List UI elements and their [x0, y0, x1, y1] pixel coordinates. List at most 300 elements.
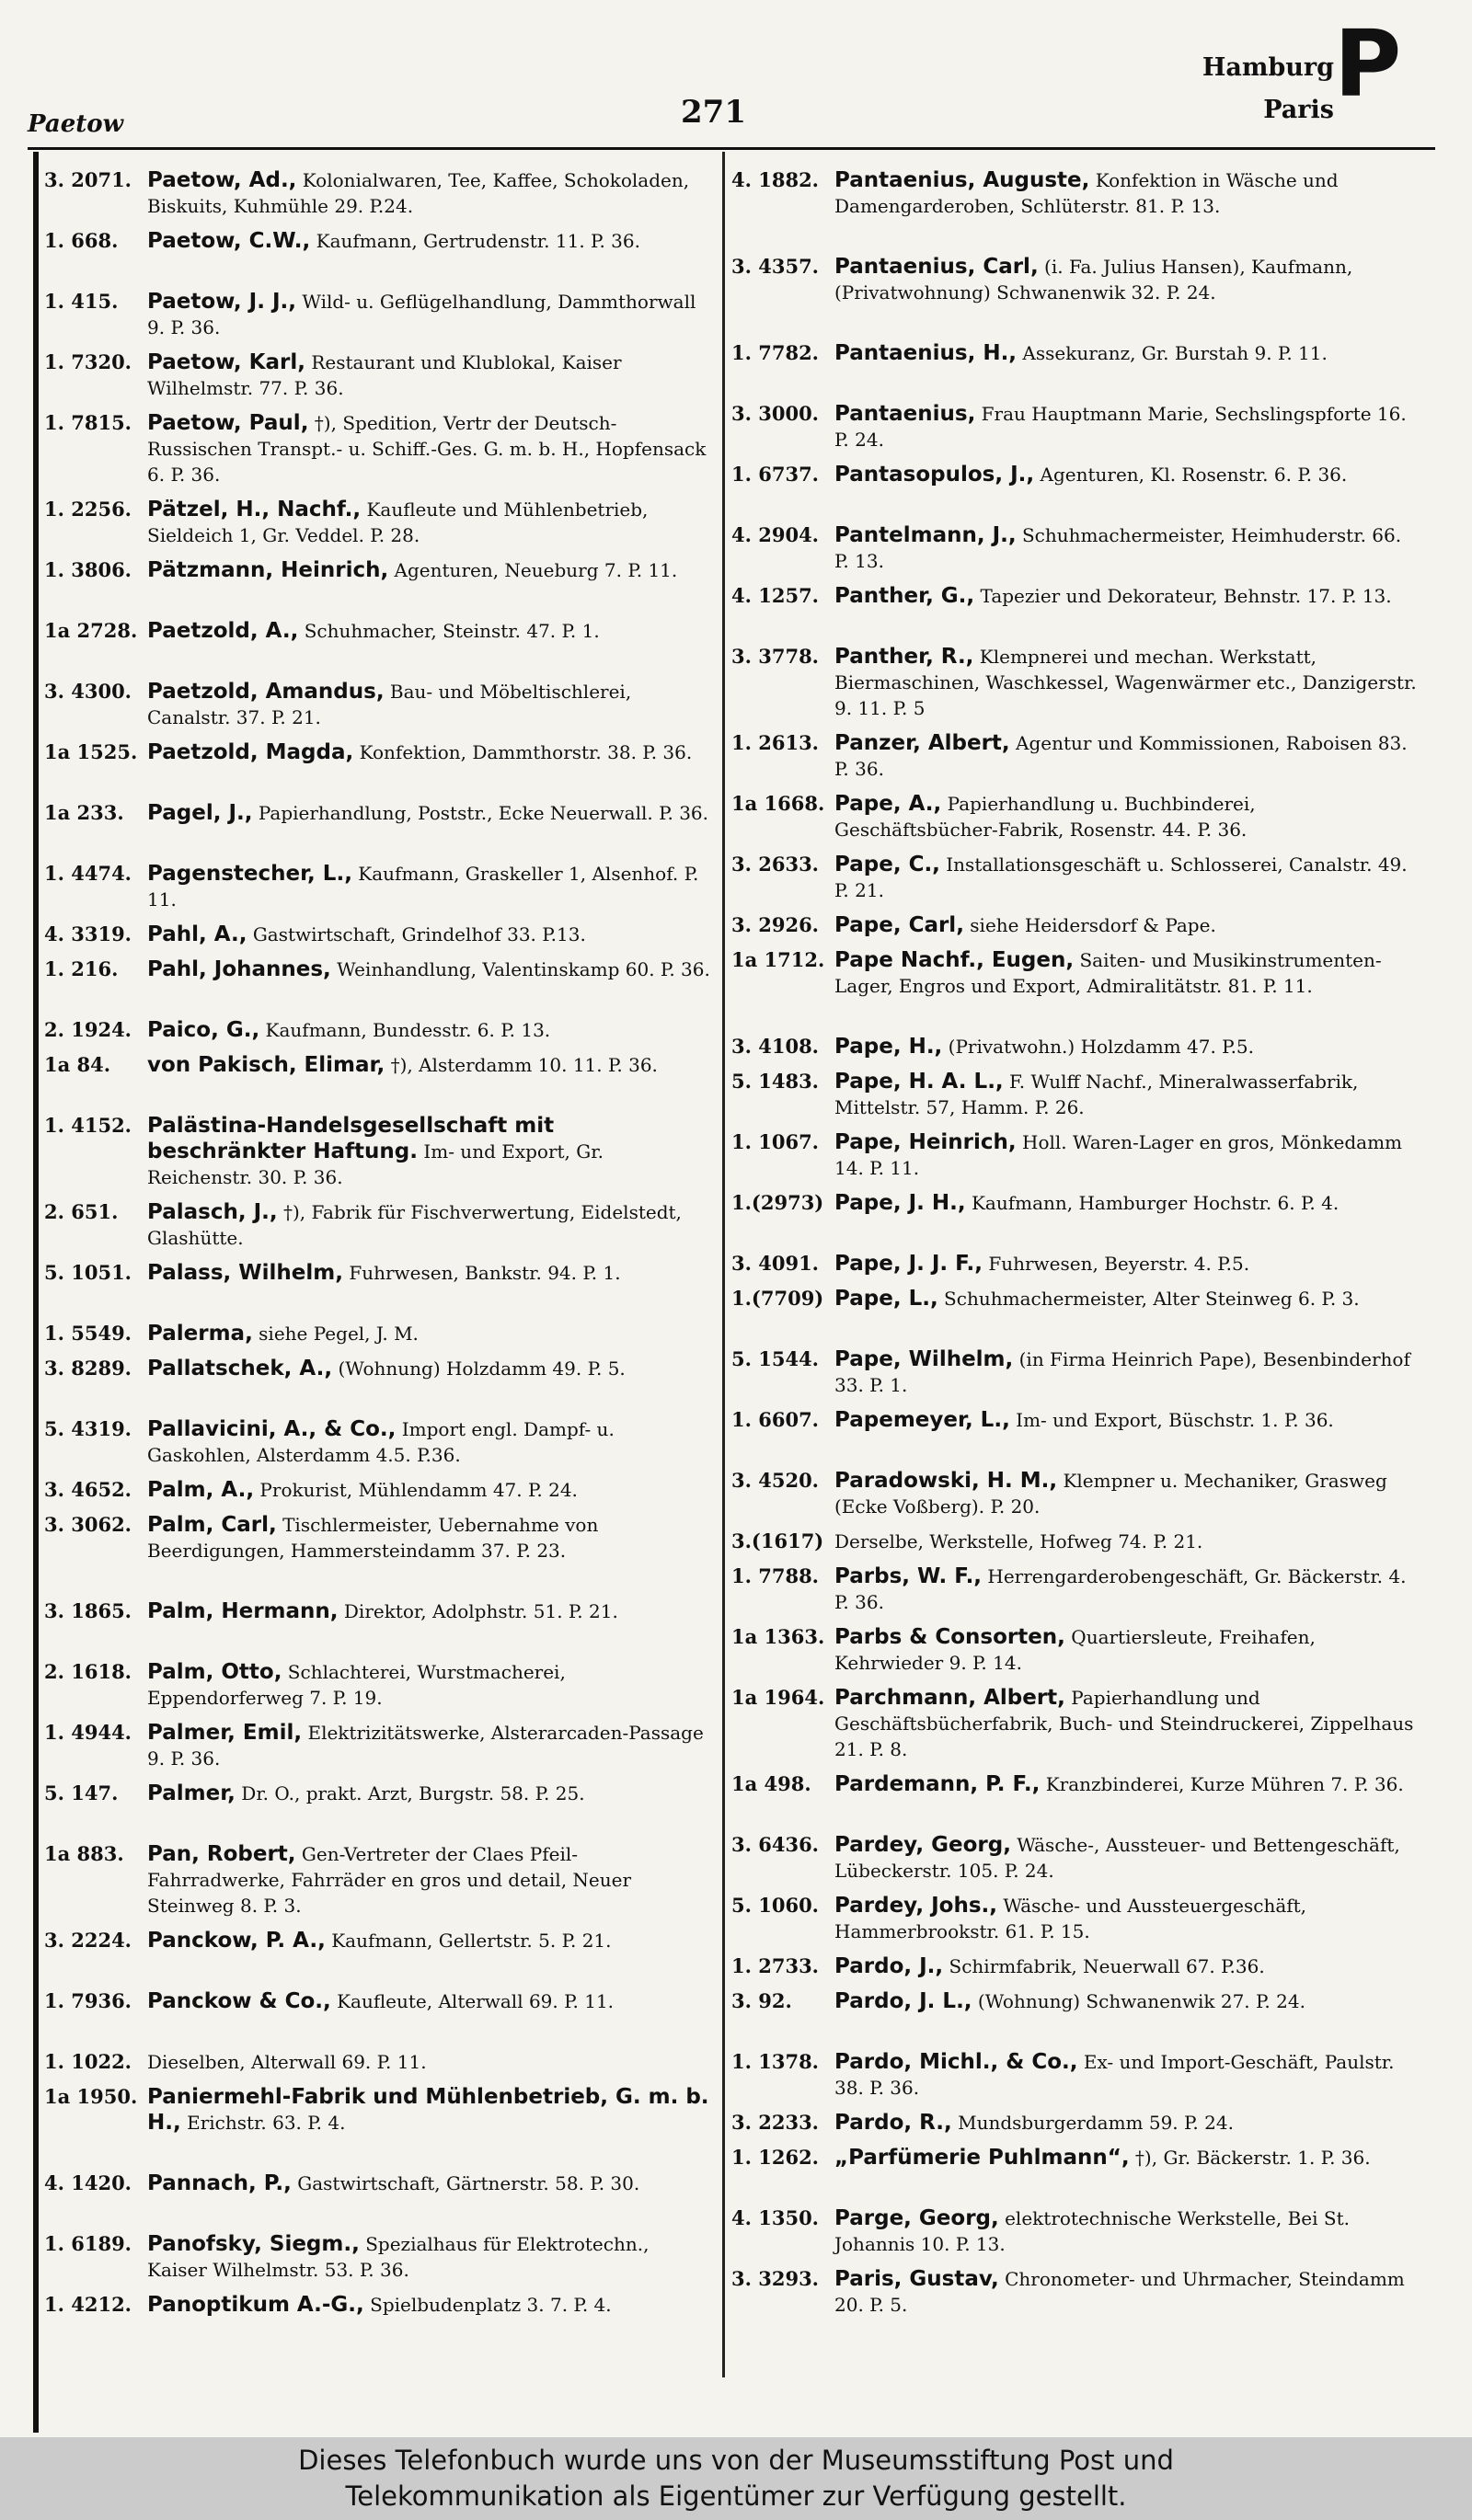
listing-name: Pardey, Johs.,	[834, 1894, 998, 1918]
listing-name: Pardo, J.,	[834, 1954, 944, 1978]
listing-number: 1a 1712.	[731, 948, 825, 971]
listing-name: Pagenstecher, L.,	[147, 862, 352, 886]
listing-name: Pape, L.,	[834, 1287, 938, 1311]
listing-details: Quartiersleute, Freihafen, Kehrwieder 9. P. 14.	[834, 1626, 1316, 1674]
listing-name: Palm, Carl,	[147, 1513, 277, 1537]
running-head-right	[1150, 35, 1334, 124]
listing-number: 3. 1865.	[44, 1599, 132, 1622]
listing-entry	[731, 340, 1421, 392]
listing-details: Agentur und Kommissionen, Raboisen 83. P. 36.	[834, 732, 1408, 780]
listing-entry	[44, 2171, 711, 2222]
listing-entry	[731, 1346, 1421, 1398]
listing-entry	[731, 1286, 1421, 1337]
listing-number: 1a 498.	[731, 1772, 811, 1795]
listing-number: 5. 1483.	[731, 1070, 819, 1093]
listing-number: 1. 3806.	[44, 558, 132, 581]
listing-name: Palasch, J.,	[147, 1200, 278, 1224]
listing-number: 5. 1051.	[44, 1261, 132, 1284]
listing-name: Paris, Gustav,	[834, 2267, 999, 2291]
listing-name: Pape Nachf., Eugen,	[834, 948, 1075, 972]
listing-number: 3.(1617)	[731, 1529, 824, 1552]
listing-details: Herrengarderobengeschäft, Gr. Bäckerstr. 4. P. 36.	[834, 1565, 1407, 1613]
listing-entry	[731, 1564, 1421, 1615]
column-divider	[722, 152, 725, 2377]
listing-number: 3. 2633.	[731, 853, 819, 876]
listing-entry	[44, 557, 711, 609]
listing-details: Kaufmann, Graskeller 1, Alsenhof. P. 11.	[147, 863, 699, 911]
listing-details: Konfektion, Dammthorstr. 38. P. 36.	[353, 741, 693, 763]
listing-number: 4. 1350.	[731, 2206, 819, 2229]
listing-details: Holl. Waren-Lager en gros, Mönkedamm 14. P. 11.	[834, 1131, 1403, 1179]
listing-details: Import engl. Dampf- u. Gaskohlen, Alsterdamm 4.5. P.36.	[147, 1418, 615, 1466]
listing-number: 1. 4474.	[44, 862, 132, 885]
listing-details: Weinhandlung, Valentinskamp 60. P. 36.	[330, 958, 710, 980]
listing-details: siehe Heidersdorf & Pape.	[963, 914, 1216, 936]
listing-entry	[731, 912, 1421, 938]
listing-entry	[44, 1356, 711, 1407]
listing-name: Paetow, Paul,	[147, 411, 309, 435]
listing-number: 2. 1924.	[44, 1018, 132, 1041]
listing-name: Pardo, R.,	[834, 2111, 952, 2135]
listing-entry	[44, 1017, 711, 1043]
listing-entry	[731, 1988, 1421, 2040]
listing-name: Palerma,	[147, 1322, 253, 1346]
listing-details: Prokurist, Mühlendamm 47. P. 24.	[254, 1479, 578, 1501]
listing-entry	[731, 1529, 1421, 1554]
listing-number: 4. 1420.	[44, 2171, 132, 2194]
listing-details: Papierhandlung, Poststr., Ecke Neuerwall. P. 36.	[252, 802, 709, 824]
listing-entry	[44, 1199, 711, 1251]
listing-details: Erichstr. 63. P. 4.	[180, 2112, 346, 2134]
listing-number: 3. 2233.	[731, 2111, 819, 2134]
listing-details: Im- und Export, Büschstr. 1. P. 36.	[1009, 1409, 1334, 1431]
listing-name: Paetow, C.W.,	[147, 229, 311, 253]
listing-entry	[731, 1953, 1421, 1979]
listing-details: Kaufmann, Gellertstr. 5. P. 21.	[325, 1930, 612, 1952]
listing-number: 3. 6436.	[731, 1833, 819, 1856]
listing-details: Fuhrwesen, Beyerstr. 4. P.5.	[982, 1253, 1250, 1275]
listing-number: 1. 216.	[44, 957, 119, 980]
listing-entry	[731, 1251, 1421, 1277]
listing-details: †), Gr. Bäckerstr. 1. P. 36.	[1129, 2147, 1371, 2169]
listing-name: Pardo, J. L.,	[834, 1989, 972, 2013]
listing-entry	[44, 1928, 711, 1979]
listing-entry	[44, 679, 711, 730]
listing-name: Palm, A.,	[147, 1478, 255, 1502]
listing-entry	[731, 947, 1421, 1025]
listing-number: 1.(2973)	[731, 1191, 824, 1214]
listing-number: 5. 147.	[44, 1781, 119, 1804]
listing-details: Schuhmachermeister, Heimhuderstr. 66. P. 13.	[834, 524, 1402, 572]
listing-entry	[731, 401, 1421, 452]
listing-details: Schuhmacher, Steinstr. 47. P. 1.	[298, 620, 600, 642]
listing-entry	[731, 791, 1421, 842]
listing-details: Wild- u. Geflügelhandlung, Dammthorwall 9. P. 36.	[147, 291, 696, 338]
listing-name: Parge, Georg,	[834, 2206, 999, 2230]
listing-entry	[44, 167, 711, 219]
listing-number: 3. 3000.	[731, 402, 819, 425]
listing-entry	[731, 730, 1421, 782]
listing-number: 1. 415.	[44, 290, 119, 313]
listing-name: Palm, Hermann,	[147, 1599, 339, 1623]
listing-details: †), Fabrik für Fischverwertung, Eidelstedt, Glashütte.	[147, 1201, 682, 1249]
listing-details: Wäsche-, Aussteuer- und Bettengeschäft, Lübeckerstr. 105. P. 24.	[834, 1834, 1400, 1882]
listing-entry	[44, 228, 711, 280]
listing-entry	[44, 800, 711, 852]
listing-number: 1a 883.	[44, 1842, 124, 1865]
listing-number: 1. 7782.	[731, 341, 819, 364]
running-head-left: Paetow	[28, 110, 123, 138]
listing-number: 3. 3062.	[44, 1513, 132, 1536]
listing-name: Palass, Wilhelm,	[147, 1261, 343, 1285]
listing-details: Installationsgeschäft u. Schlosserei, Canalstr. 49. P. 21.	[834, 853, 1408, 901]
listing-entry	[731, 2110, 1421, 2136]
listing-details: Gastwirtschaft, Grindelhof 33. P.13.	[247, 923, 586, 945]
listing-name: Parbs, W. F.,	[834, 1564, 983, 1588]
listing-details: Gen-Vertreter der Claes Pfeil-Fahrradwerke, Fahrräder en gros und detail, Neuer Steinweg 8. P. 3.	[147, 1843, 632, 1917]
listing-entry	[44, 1841, 711, 1919]
listing-number: 3. 2071.	[44, 168, 132, 191]
listing-name: Pantelmann, J.,	[834, 523, 1017, 547]
listing-number: 1. 6189.	[44, 2232, 132, 2255]
listing-name: Parchmann, Albert,	[834, 1686, 1065, 1710]
listing-details: Agenturen, Kl. Rosenstr. 6. P. 36.	[1034, 464, 1348, 486]
listing-number: 1. 1022.	[44, 2050, 132, 2073]
listing-entry	[44, 410, 711, 487]
listing-details: Papierhandlung u. Buchbinderei, Geschäftsbücher-Fabrik, Rosenstr. 44. P. 36.	[834, 793, 1256, 841]
listing-details: Ex- und Import-Geschäft, Paulstr. 38. P. 36.	[834, 2051, 1395, 2099]
listing-details: Chronometer- und Uhrmacher, Steindamm 20. P. 5.	[834, 2268, 1405, 2316]
listing-name: Panther, G.,	[834, 584, 975, 608]
listing-name: Pape, Heinrich,	[834, 1130, 1017, 1154]
listing-name: Panoptikum A.-G.,	[147, 2293, 364, 2317]
listing-entry	[731, 1190, 1421, 1242]
listing-number: 1a 1950.	[44, 2085, 138, 2108]
listing-number: 1. 7936.	[44, 1989, 132, 2012]
listing-entry	[44, 1052, 711, 1104]
listing-details: Schirmfabrik, Neuerwall 67. P.36.	[943, 1955, 1265, 1977]
listing-number: 3. 4520.	[731, 1469, 819, 1492]
right-column	[731, 167, 1421, 2327]
listing-details: Derselbe, Werkstelle, Hofweg 74. P. 21.	[834, 1530, 1203, 1552]
listing-entry	[731, 1069, 1421, 1120]
listing-name: Pape, J. H.,	[834, 1191, 966, 1215]
listing-entry	[44, 1988, 711, 2040]
listing-details: Bau- und Möbeltischlerei, Canalstr. 37. P. 21.	[147, 681, 632, 728]
left-margin-rule	[33, 152, 39, 2433]
listing-number: 1. 2613.	[731, 731, 819, 754]
listing-number: 4. 2904.	[731, 523, 819, 546]
listing-entry	[731, 1129, 1421, 1181]
listing-name: Paico, G.,	[147, 1018, 260, 1042]
listing-details: Schuhmachermeister, Alter Steinweg 6. P. 3.	[937, 1288, 1360, 1310]
listing-number: 3. 4300.	[44, 680, 132, 703]
listing-details: (i. Fa. Julius Hansen), Kaufmann, (Privatwohnung) Schwanenwik 32. P. 24.	[834, 256, 1353, 304]
listing-number: 4. 3319.	[44, 922, 132, 945]
listing-name: Pagel, J.,	[147, 801, 253, 825]
listing-number: 1. 4944.	[44, 1721, 132, 1744]
listing-entry	[731, 1832, 1421, 1884]
listing-number: 4. 1882.	[731, 168, 819, 191]
listing-name: Paetzold, A.,	[147, 619, 299, 643]
listing-entry	[44, 2049, 711, 2075]
listing-entry	[44, 2084, 711, 2161]
listing-details: Gastwirtschaft, Gärtnerstr. 58. P. 30.	[291, 2172, 640, 2194]
listing-entry	[44, 922, 711, 947]
listing-details: Frau Hauptmann Marie, Sechslingspforte 16. P. 24.	[834, 403, 1407, 451]
listing-details: Spielbudenplatz 3. 7. P. 4.	[363, 2294, 612, 2316]
listing-entry	[44, 1512, 711, 1589]
listing-number: 1a 1964.	[731, 1686, 825, 1709]
listing-name: Panther, R.,	[834, 645, 974, 669]
listing-details: Kranzbinderei, Kurze Mühren 7. P. 36.	[1040, 1773, 1404, 1795]
listing-entry	[44, 1659, 711, 1711]
footer-line-1: Dieses Telefonbuch wurde uns von der Museumsstiftung Post und	[298, 2445, 1174, 2476]
page-number: 271	[681, 94, 746, 131]
listing-name: Pahl, Johannes,	[147, 957, 331, 981]
listing-entry	[44, 2292, 711, 2343]
listing-number: 3. 4652.	[44, 1478, 132, 1501]
listing-details: Kaufmann, Hamburger Hochstr. 6. P. 4.	[965, 1192, 1340, 1214]
listing-entry	[731, 583, 1421, 635]
listing-entry	[731, 1893, 1421, 1944]
listing-number: 1a 1668.	[731, 792, 825, 815]
listing-name: Paetzold, Magda,	[147, 740, 354, 764]
listing-entry	[44, 2231, 711, 2283]
listing-entry	[44, 497, 711, 548]
listing-name: Pantaenius, Carl,	[834, 255, 1039, 279]
listing-name: Papemeyer, L.,	[834, 1408, 1010, 1432]
listing-entry	[731, 522, 1421, 574]
listing-number: 1. 5549.	[44, 1322, 132, 1345]
listing-details: Kaufmann, Bundesstr. 6. P. 13.	[259, 1019, 551, 1041]
listing-number: 5. 1544.	[731, 1347, 819, 1370]
listing-entry	[44, 1113, 711, 1190]
footer-line-2: Telekommunikation als Eigentümer zur Verfügung gestellt.	[345, 2480, 1127, 2512]
listing-details: (Wohnung) Holzdamm 49. P. 5.	[332, 1357, 626, 1380]
listing-name: Pape, C.,	[834, 853, 940, 876]
listing-entry	[731, 644, 1421, 721]
listing-number: 1. 6737.	[731, 463, 819, 486]
listing-details: (in Firma Heinrich Pape), Besenbinderhof 33. P. 1.	[834, 1348, 1410, 1396]
listing-details: Tapezier und Dekorateur, Behnstr. 17. P. 13.	[974, 585, 1392, 607]
listing-entry	[731, 167, 1421, 245]
listing-details: Elektrizitätswerke, Alsterarcaden-Passage 9. P. 36.	[147, 1722, 704, 1770]
listing-details: elektrotechnische Werkstelle, Bei St. Johannis 10. P. 13.	[834, 2207, 1350, 2255]
listing-number: 3. 92.	[731, 1989, 792, 2012]
listing-name: Parbs & Consorten,	[834, 1625, 1065, 1649]
listing-entry	[731, 2049, 1421, 2101]
listing-details: Fuhrwesen, Bankstr. 94. P. 1.	[343, 1262, 621, 1284]
listing-details: Konfektion in Wäsche und Damengarderoben, Schlüterstr. 81. P. 13.	[834, 169, 1339, 217]
listing-details: Saiten- und Musikinstrumenten-Lager, Engros und Export, Admiralitätstr. 81. P. 11.	[834, 949, 1382, 997]
left-column	[44, 167, 711, 2353]
listing-name: Pape, H.,	[834, 1035, 943, 1059]
listing-details: Papierhandlung und Geschäftsbücherfabrik, Buch- und Steindruckerei, Zippelhaus 21. P. 8.	[834, 1687, 1414, 1760]
listing-details: †), Spedition, Vertr der Deutsch-Russischen Transpt.- u. Schiff.-Ges. G. m. b. H., Hopfensack 6. P. 36.	[147, 412, 707, 486]
listing-name: Pahl, A.,	[147, 922, 247, 946]
listing-entry	[44, 861, 711, 912]
listing-number: 1. 4152.	[44, 1114, 132, 1137]
listing-name: Pape, J. J. F.,	[834, 1252, 983, 1276]
listing-details: Kolonialwaren, Tee, Kaffee, Schokoladen, Biskuits, Kuhmühle 29. P.24.	[147, 169, 690, 217]
listing-details: F. Wulff Nachf., Mineralwasserfabrik, Mittelstr. 57, Hamm. P. 26.	[834, 1071, 1359, 1118]
running-head-right-bottom: Paris	[1263, 96, 1334, 124]
listing-entry	[44, 1416, 711, 1468]
listing-number: 1. 6607.	[731, 1408, 819, 1431]
listing-entry	[44, 618, 711, 670]
listing-number: 3. 4357.	[731, 255, 819, 278]
listing-entry	[44, 1321, 711, 1346]
listing-details: Restaurant und Klublokal, Kaiser Wilhelmstr. 77. P. 36.	[147, 351, 622, 399]
listing-entry	[731, 1468, 1421, 1519]
listing-details: Spezialhaus für Elektrotechn., Kaiser Wilhelmstr. 53. P. 36.	[147, 2233, 650, 2281]
listing-entry	[731, 1624, 1421, 1676]
listing-entry	[731, 2266, 1421, 2318]
listing-details: Assekuranz, Gr. Burstah 9. P. 11.	[1017, 342, 1328, 364]
listing-entry	[44, 1477, 711, 1503]
listing-name: Paetow, Karl,	[147, 350, 305, 374]
listing-number: 1a 84.	[44, 1053, 111, 1076]
listing-details: Klempner u. Mechaniker, Grasweg (Ecke Voßberg). P. 20.	[834, 1470, 1387, 1518]
listing-name: Paetow, Ad.,	[147, 168, 297, 192]
listing-name: Panckow & Co.,	[147, 1989, 331, 2013]
listing-number: 3. 3293.	[731, 2267, 819, 2290]
listing-name: Pantaenius, H.,	[834, 341, 1018, 365]
listing-number: 3. 4108.	[731, 1035, 819, 1058]
listing-details: Wäsche- und Aussteuergeschäft, Hammerbrookstr. 61. P. 15.	[834, 1895, 1307, 1942]
listing-number: 3. 8289.	[44, 1357, 132, 1380]
listing-name: Paetow, J. J.,	[147, 290, 297, 314]
listing-details: Kaufleute, Alterwall 69. P. 11.	[330, 1990, 615, 2012]
listing-number: 1. 2256.	[44, 498, 132, 521]
listing-name: Paniermehl-Fabrik und Mühlenbetrieb, G. m. b. H.,	[147, 2085, 709, 2135]
listing-details: Im- und Export, Gr. Reichenstr. 30. P. 36.	[147, 1140, 604, 1188]
listing-name: Pape, Carl,	[834, 913, 964, 937]
listing-entry	[731, 462, 1421, 513]
listing-name: Pan, Robert,	[147, 1842, 296, 1866]
listing-details: Klempnerei und mechan. Werkstatt, Biermaschinen, Waschkessel, Wagenwärmer etc., Danzigerstr. 9. 11. P. 5	[834, 646, 1417, 719]
listing-name: Pantaenius,	[834, 402, 976, 426]
footer-banner	[0, 2437, 1472, 2520]
listing-number: 1.(7709)	[731, 1287, 824, 1310]
listing-name: Panzer, Albert,	[834, 731, 1010, 755]
section-letter: P	[1334, 10, 1402, 118]
listing-name: Pardo, Michl., & Co.,	[834, 2050, 1078, 2074]
running-head-right-top: Hamburg	[1202, 53, 1334, 82]
listing-name: Pannach, P.,	[147, 2171, 292, 2195]
listing-number: 5. 4319.	[44, 1417, 132, 1440]
listing-number: 1. 1378.	[731, 2050, 819, 2073]
listing-name: Palmer, Emil,	[147, 1721, 303, 1745]
listing-details: Dieselben, Alterwall 69. P. 11.	[147, 2051, 427, 2073]
listing-number: 1a 233.	[44, 801, 124, 824]
listing-name: Pardemann, P. F.,	[834, 1772, 1041, 1796]
listing-entry	[731, 1771, 1421, 1823]
listing-details: Kaufleute und Mühlenbetrieb, Sieldeich 1, Gr. Veddel. P. 28.	[147, 498, 649, 546]
listing-entry	[44, 1720, 711, 1771]
listing-entry	[731, 1034, 1421, 1060]
listing-number: 1. 4212.	[44, 2293, 132, 2316]
listing-number: 1a 2728.	[44, 619, 138, 642]
listing-details: Direktor, Adolphstr. 51. P. 21.	[338, 1600, 618, 1622]
listing-details: Mundsburgerdamm 59. P. 24.	[951, 2112, 1234, 2134]
listing-number: 1. 1262.	[731, 2146, 819, 2169]
listing-number: 1a 1363.	[731, 1625, 825, 1648]
listing-entry	[731, 2205, 1421, 2257]
listing-name: Pantaenius, Auguste,	[834, 168, 1090, 192]
listing-details: Tischlermeister, Uebernahme von Beerdigungen, Hammersteindamm 37. P. 23.	[147, 1514, 599, 1562]
listing-entry	[44, 1260, 711, 1312]
listing-name: Palmer,	[147, 1781, 236, 1805]
listing-name: Pape, Wilhelm,	[834, 1347, 1014, 1371]
listing-entry	[731, 1685, 1421, 1762]
listing-details: (Wohnung) Schwanenwik 27. P. 24.	[972, 1990, 1305, 2012]
listing-number: 3. 2224.	[44, 1929, 132, 1952]
listing-name: von Pakisch, Elimar,	[147, 1053, 385, 1077]
listing-entry	[44, 1598, 711, 1650]
listing-number: 1a 1525.	[44, 740, 138, 763]
listing-details: (Privatwohn.) Holzdamm 47. P.5.	[942, 1036, 1255, 1058]
listing-number: 1. 668.	[44, 229, 119, 252]
listing-entry	[731, 852, 1421, 903]
listing-number: 3. 2926.	[731, 913, 819, 936]
listing-name: Pantasopulos, J.,	[834, 463, 1035, 487]
listing-number: 3. 3778.	[731, 645, 819, 668]
listing-number: 1. 2733.	[731, 1954, 819, 1977]
listing-details: Kaufmann, Gertrudenstr. 11. P. 36.	[310, 230, 640, 252]
listing-number: 3. 4091.	[731, 1252, 819, 1275]
listing-details: Agenturen, Neueburg 7. P. 11.	[388, 559, 678, 581]
listing-name: Paradowski, H. M.,	[834, 1469, 1058, 1493]
listing-number: 1. 7788.	[731, 1564, 819, 1587]
listing-name: „Parfümerie Puhlmann“,	[834, 2146, 1130, 2170]
listing-name: Pätzel, H., Nachf.,	[147, 498, 362, 521]
listing-entry	[44, 289, 711, 340]
listing-entry	[731, 2145, 1421, 2196]
listing-entry	[44, 739, 711, 791]
listing-name: Panofsky, Siegm.,	[147, 2232, 360, 2256]
listing-name: Panckow, P. A.,	[147, 1929, 326, 1953]
listing-number: 4. 1257.	[731, 584, 819, 607]
listing-name: Palm, Otto,	[147, 1660, 282, 1684]
listing-number: 1. 7320.	[44, 350, 132, 373]
listing-name: Pätzmann, Heinrich,	[147, 558, 389, 582]
listing-entry	[44, 349, 711, 401]
listing-number: 1. 7815.	[44, 411, 132, 434]
listing-details: Dr. O., prakt. Arzt, Burgstr. 58. P. 25.	[235, 1782, 585, 1804]
listing-name: Pallavicini, A., & Co.,	[147, 1417, 397, 1441]
listing-entry	[731, 254, 1421, 331]
listing-name: Pape, H. A. L.,	[834, 1070, 1004, 1094]
listing-name: Palästina-Handelsgesellschaft mit beschränkter Haftung.	[147, 1114, 555, 1163]
listing-name: Pardey, Georg,	[834, 1833, 1011, 1857]
listing-number: 2. 1618.	[44, 1660, 132, 1683]
listing-details: Schlachterei, Wurstmacherei, Eppendorferweg 7. P. 19.	[147, 1661, 566, 1709]
listing-name: Pallatschek, A.,	[147, 1357, 333, 1380]
listing-details: siehe Pegel, J. M.	[252, 1323, 419, 1345]
listing-entry	[44, 1781, 711, 1832]
listing-name: Paetzold, Amandus,	[147, 680, 385, 704]
listing-number: 5. 1060.	[731, 1894, 819, 1917]
listing-entry	[731, 1407, 1421, 1459]
listing-number: 2. 651.	[44, 1200, 119, 1223]
listing-entry	[44, 956, 711, 1008]
listing-name: Pape, A.,	[834, 792, 942, 816]
listing-details: †), Alsterdamm 10. 11. P. 36.	[385, 1054, 658, 1076]
header-rule	[28, 147, 1435, 150]
listing-number: 1. 1067.	[731, 1130, 819, 1153]
